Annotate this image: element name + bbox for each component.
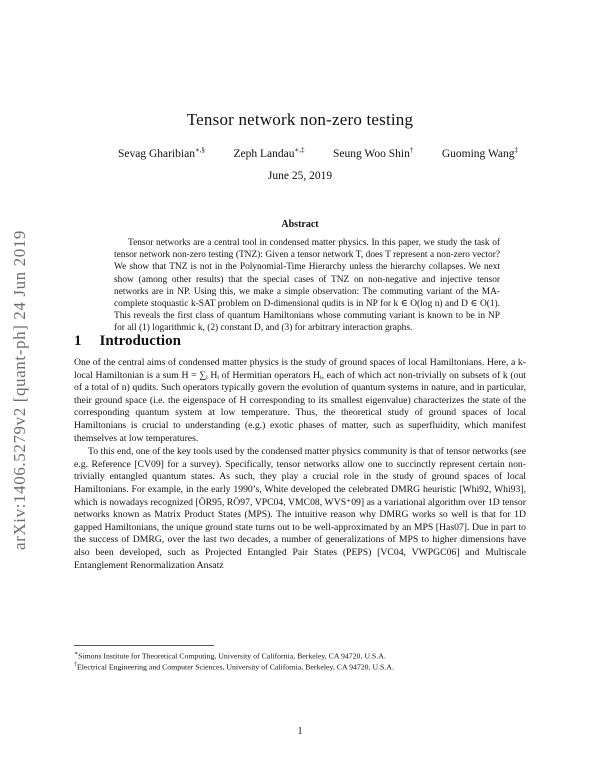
- paragraph: To this end, one of the key tools used by the condensed matter physics community is that of tensor networks (see e.g. Reference [CV09] for a survey). Specifically, tensor networks allow one to succinctly represent certain non-trivially entangled quantum states. As such, they play a crucial role in the study of ground spaces of local Hamiltonians. For example, in the early 1990’s, White developed the celebrated DMRG heuristic [Whi92, Whi93], which is nowadays recognized [ÖR95, RÖ97, VPC04, VMC08, WVS⁺09] as a variational algorithm over 1D tensor networks known as Matrix Product States (MPS). The intuitive reason why DMRG works so well is that for 1D gapped Hamiltonians, the unique ground state turns out to be well-approximated by an MPS [Has07]. Due in part to the success of DMRG, over the last two decades, a number of generalizations of MPS to higher dimensions have also been developed, such as Projected Entangled Pair States (PEPS) [VC04, VWPGC06] and Multiscale Entanglement Renormalization Ansatz: [74, 446, 526, 571]
- affiliation-mark: ∗,§: [194, 146, 205, 154]
- footnote-text: Simons Institute for Theoretical Computing, University of California, Berkeley, CA 94720, U.S.A.: [78, 651, 386, 661]
- paragraph: One of the central aims of condensed matter physics is the study of ground spaces of local Hamiltonians. Here, a k-local Hamiltonian is a sum H = ∑ᵢ Hᵢ of Hermitian operators Hᵢ, each of which act non-trivially on subsets of k (out of a total of n) qudits. Such operators typically govern the evolution of quantum systems in nature, and in particular, their ground space (i.e. the eigenspace of H corresponding to its smallest eigenvalue) characterizes the state of the corresponding quantum system at low temperature. Thus, the theoretical study of ground spaces of local Hamiltonians is crucial to understanding (e.g.) exotic phases of matter, such as superfluidity, which manifest themselves at low temperatures.: [74, 357, 526, 444]
- paper-title: Tensor network non-zero testing: [186, 110, 414, 129]
- abstract-text: Tensor networks are a central tool in condensed matter physics. In this paper, we study the task of tensor network non-zero testing (TNZ): Given a tensor network T, does T represent a non-zero vector? We show that TNZ is not in the Polynomial-Time Hierarchy unless the hierarchy collapses. We next show (among other results) that the special cases of TNZ on non-negative and injective tensor networks are in NP. Using this, we make a simple observation: The commuting variant of the MA-complete stoquastic k-SAT problem on D-dimensional qudits is in NP for k ∈ O(log n) and D ∈ O(1). This reveals the first class of quantum Hamiltonians whose commuting variant is known to be in NP for all (1) logarithmic k, (2) constant D, and (3) for arbitrary interaction graphs.: [114, 238, 500, 334]
- author-name: Sevag Gharibian: [118, 147, 195, 160]
- arxiv-identifier: arXiv:1406.5279v2 [quant-ph] 24 Jun 2019: [10, 229, 29, 551]
- footnote-mark: ∗: [74, 651, 79, 657]
- footnote-rule: [74, 645, 214, 646]
- author-name: Seung Woo Shin: [333, 147, 410, 160]
- section-title: Introduction: [99, 333, 181, 349]
- author-name: Guoming Wang: [441, 147, 515, 160]
- section-number: 1: [74, 333, 82, 349]
- paper-date: June 25, 2019: [267, 170, 333, 182]
- footnote: [74, 660, 526, 673]
- author: [233, 146, 304, 160]
- author-list: [118, 146, 518, 160]
- section-heading: [74, 333, 199, 350]
- author: [118, 146, 205, 160]
- affiliation-mark: ∗,‡: [294, 146, 305, 154]
- author: [333, 146, 413, 160]
- footnote-mark: †: [74, 662, 77, 668]
- page-number: 1: [297, 726, 303, 737]
- author: [442, 146, 518, 160]
- affiliation-mark: †: [409, 146, 414, 154]
- footnote-text: Electrical Engineering and Computer Sciences, University of California, Berkeley, CA 94720, U.S.A.: [77, 662, 394, 672]
- author-name: Zeph Landau: [233, 147, 295, 160]
- affiliation-mark: ‡: [514, 146, 518, 154]
- section-body: [74, 357, 526, 572]
- abstract-heading: Abstract: [281, 219, 319, 230]
